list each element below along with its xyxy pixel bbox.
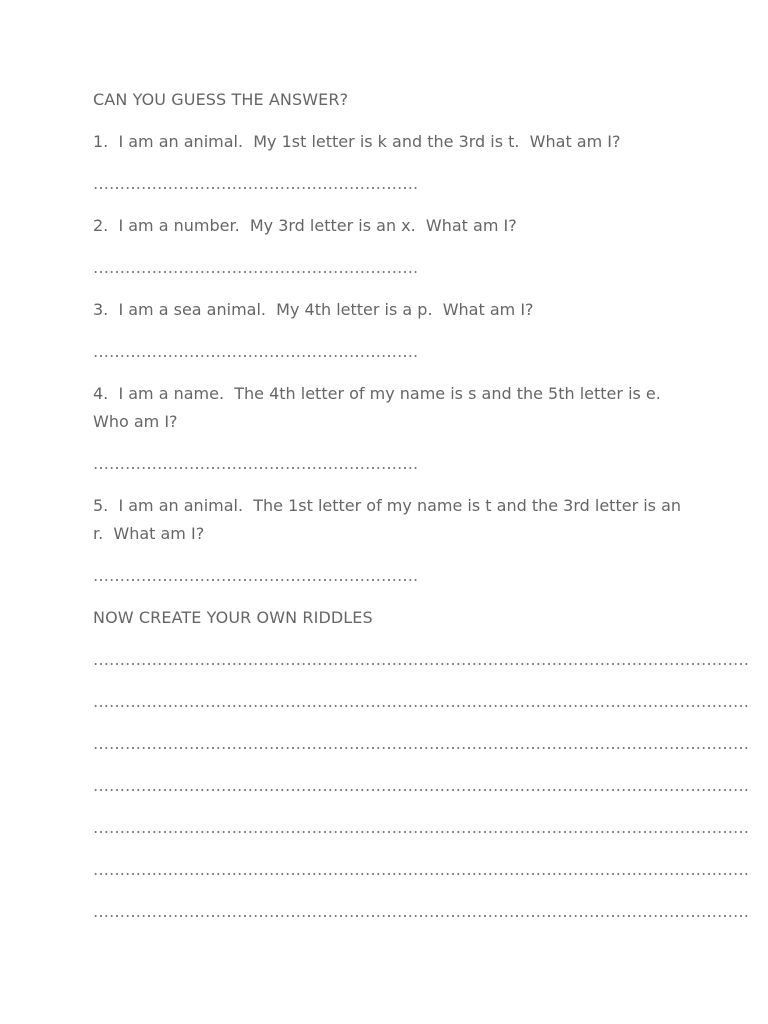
riddle-line-5: …………………………………………………………………………………………………………… [93, 818, 749, 837]
question-4: 4. I am a name. The 4th letter of my name is s and the 5th letter is e. Who am I? [93, 384, 672, 431]
riddle-line-1: …………………………………………………………………………………………………………… [93, 650, 749, 669]
question-5: 5. I am an animal. The 1st letter of my name is t and the 3rd letter is an r. What am I? [93, 496, 687, 543]
question-3: 3. I am a sea animal. My 4th letter is a p. What am I? [93, 300, 534, 319]
worksheet [93, 86, 749, 940]
answer-line-3: ……………………………………………………. [93, 342, 419, 361]
riddle-line-7: …………………………………………………………………………………………………………… [93, 902, 749, 921]
answer-line-4: ……………………………………………………. [93, 454, 419, 473]
question-2: 2. I am a number. My 3rd letter is an x. What am I? [93, 216, 517, 235]
riddle-line-4: …………………………………………………………………………………………………………… [93, 776, 749, 795]
riddle-line-6: …………………………………………………………………………………………………………… [93, 860, 749, 879]
riddle-line-2: …………………………………………………………………………………………………………… [93, 692, 749, 711]
section-title-riddles: NOW CREATE YOUR OWN RIDDLES [93, 608, 373, 627]
answer-line-2: ……………………………………………………. [93, 258, 419, 277]
answer-line-1: ……………………………………………………. [93, 174, 419, 193]
riddle-line-3: …………………………………………………………………………………………………………… [93, 734, 749, 753]
question-1: 1. I am an animal. My 1st letter is k and the 3rd is t. What am I? [93, 132, 621, 151]
page-title: CAN YOU GUESS THE ANSWER? [93, 90, 349, 109]
answer-line-5: ……………………………………………………. [93, 566, 419, 585]
